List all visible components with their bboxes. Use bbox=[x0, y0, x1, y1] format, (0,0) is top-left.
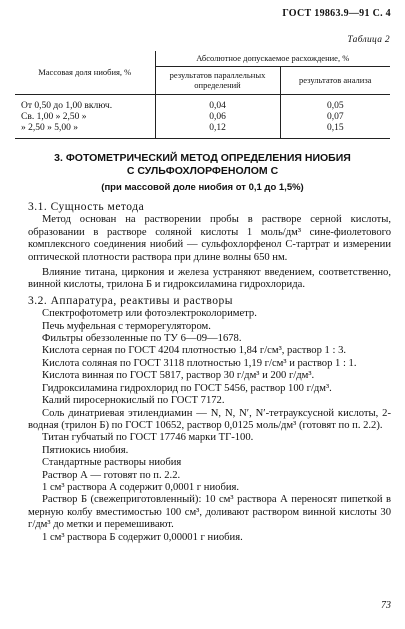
table-cell-parallel: 0,04 bbox=[155, 95, 280, 113]
body-text bbox=[28, 199, 391, 544]
table-row bbox=[15, 123, 390, 139]
paragraph-hydrochloric-acid: Кислота соляная по ГОСТ 3118 плотностью 1,19 г/см³ и раствор 1 : 1. bbox=[42, 357, 357, 369]
section-title bbox=[10, 152, 395, 178]
paragraph-potassium-pyrosulfate: Калий пиросернокислый по ГОСТ 7172. bbox=[42, 395, 225, 407]
paragraph-solution-a-content: 1 см³ раствора А содержит 0,0001 г ниобия. bbox=[42, 481, 240, 493]
paragraph-titanium-sponge: Титан губчатый по ГОСТ 17746 марки ТГ-100. bbox=[42, 432, 254, 444]
paragraph-tartaric-acid: Кислота винная по ГОСТ 5817, раствор 30 г/дм³ и 200 г/дм³. bbox=[42, 370, 315, 382]
paragraph-solution-a: Раствор А — готовят по п. 2.2. bbox=[42, 469, 181, 481]
paragraph-spectrophotometer: Спектрофотометр или фотоэлектроколориметр. bbox=[42, 308, 257, 320]
table-cell-range: » 2,50 » 5,00 » bbox=[15, 123, 155, 139]
table-cell-range: Св. 1,00 » 2,50 » bbox=[15, 112, 155, 123]
paragraph-furnace: Печь муфельная с терморегулятором. bbox=[42, 320, 211, 332]
column-header-results: результатов анализа bbox=[280, 67, 390, 95]
table-cell-parallel: 0,12 bbox=[155, 123, 280, 139]
document-header: ГОСТ 19863.9—91 С. 4 bbox=[282, 8, 391, 19]
paragraph-sulfuric-acid: Кислота серная по ГОСТ 4204 плотностью 1,84 г/см³, раствор 1 : 3. bbox=[42, 345, 347, 357]
paragraph-interference: Влияние титана, циркония и железа устраняют введением, соответственно, винной кислоты, трилона Б и гидроксиламина гидрохлорида. bbox=[28, 267, 391, 291]
paragraph-solution-b: Раствор Б (свежеприготовленный): 10 см³ раствора А переносят пипеткой в мерную колбу вместимостью 100 см³, доливают раствором винной кислоты 30 г/дм³ до метки и перемешивают. bbox=[28, 494, 391, 531]
paragraph-hydroxylamine: Гидроксиламина гидрохлорид по ГОСТ 5456, раствор 100 г/дм³. bbox=[42, 382, 332, 394]
paragraph-standard-solutions: Стандартные растворы ниобия bbox=[42, 457, 182, 469]
table-title: Таблица 2 bbox=[347, 35, 390, 45]
paragraph-method-basis: Метод основан на растворении пробы в растворе серной кислоты, образовании в растворе соляной кислоты 1 моль/дм³ сине-фиолетового комплексного соединения ниобий — сульфохлорфенол С-тартрат и измерении оптической плотности раствора при длине волны 650 нм. bbox=[28, 214, 391, 263]
paragraph-trilon-b: Соль динатриевая этилендиамин — N, N, N′, N′-тетрауксусной кислоты, 2-водная (трилон Б) по ГОСТ 10652, раствор 0,0125 моль/дм³ (готовят по п. 2.2). bbox=[28, 407, 391, 431]
column-header-tolerance: Абсолютное допускаемое расхождение, % bbox=[155, 51, 390, 67]
page-number: 73 bbox=[381, 600, 391, 611]
table-cell-parallel: 0,06 bbox=[155, 112, 280, 123]
table-row bbox=[15, 112, 390, 123]
table-cell-results: 0,07 bbox=[326, 112, 344, 123]
column-header-parallel: результатов параллельных определений bbox=[155, 67, 280, 95]
table-cell-results: 0,15 bbox=[280, 123, 390, 139]
subsection-heading-apparatus: 3.2. Аппаратура, реактивы и растворы bbox=[28, 294, 233, 307]
tolerance-table bbox=[15, 51, 390, 139]
table-cell-results: 0,05 bbox=[326, 101, 344, 112]
table-row bbox=[15, 95, 390, 113]
paragraph-solution-b-content: 1 см³ раствора Б содержит 0,00001 г ниобия. bbox=[42, 531, 243, 543]
section-title-line-1: 3. ФОТОМЕТРИЧЕСКИЙ МЕТОД ОПРЕДЕЛЕНИЯ НИОБИЯ bbox=[54, 152, 351, 164]
section-title-line-2: С СУЛЬФОХЛОРФЕНОЛОМ С bbox=[126, 165, 279, 177]
table-cell-range: От 0,50 до 1,00 включ. bbox=[15, 95, 155, 113]
paragraph-niobium-pentoxide: Пятиокись ниобия. bbox=[42, 444, 129, 456]
column-header-mass-fraction: Массовая доля ниобия, % bbox=[15, 51, 155, 95]
section-subtitle: (при массовой доле ниобия от 0,1 до 1,5%) bbox=[101, 182, 304, 193]
paragraph-filters: Фильтры обеззоленные по ТУ 6—09—1678. bbox=[42, 333, 242, 345]
subsection-heading-essence: 3.1. Сущность метода bbox=[28, 201, 145, 213]
